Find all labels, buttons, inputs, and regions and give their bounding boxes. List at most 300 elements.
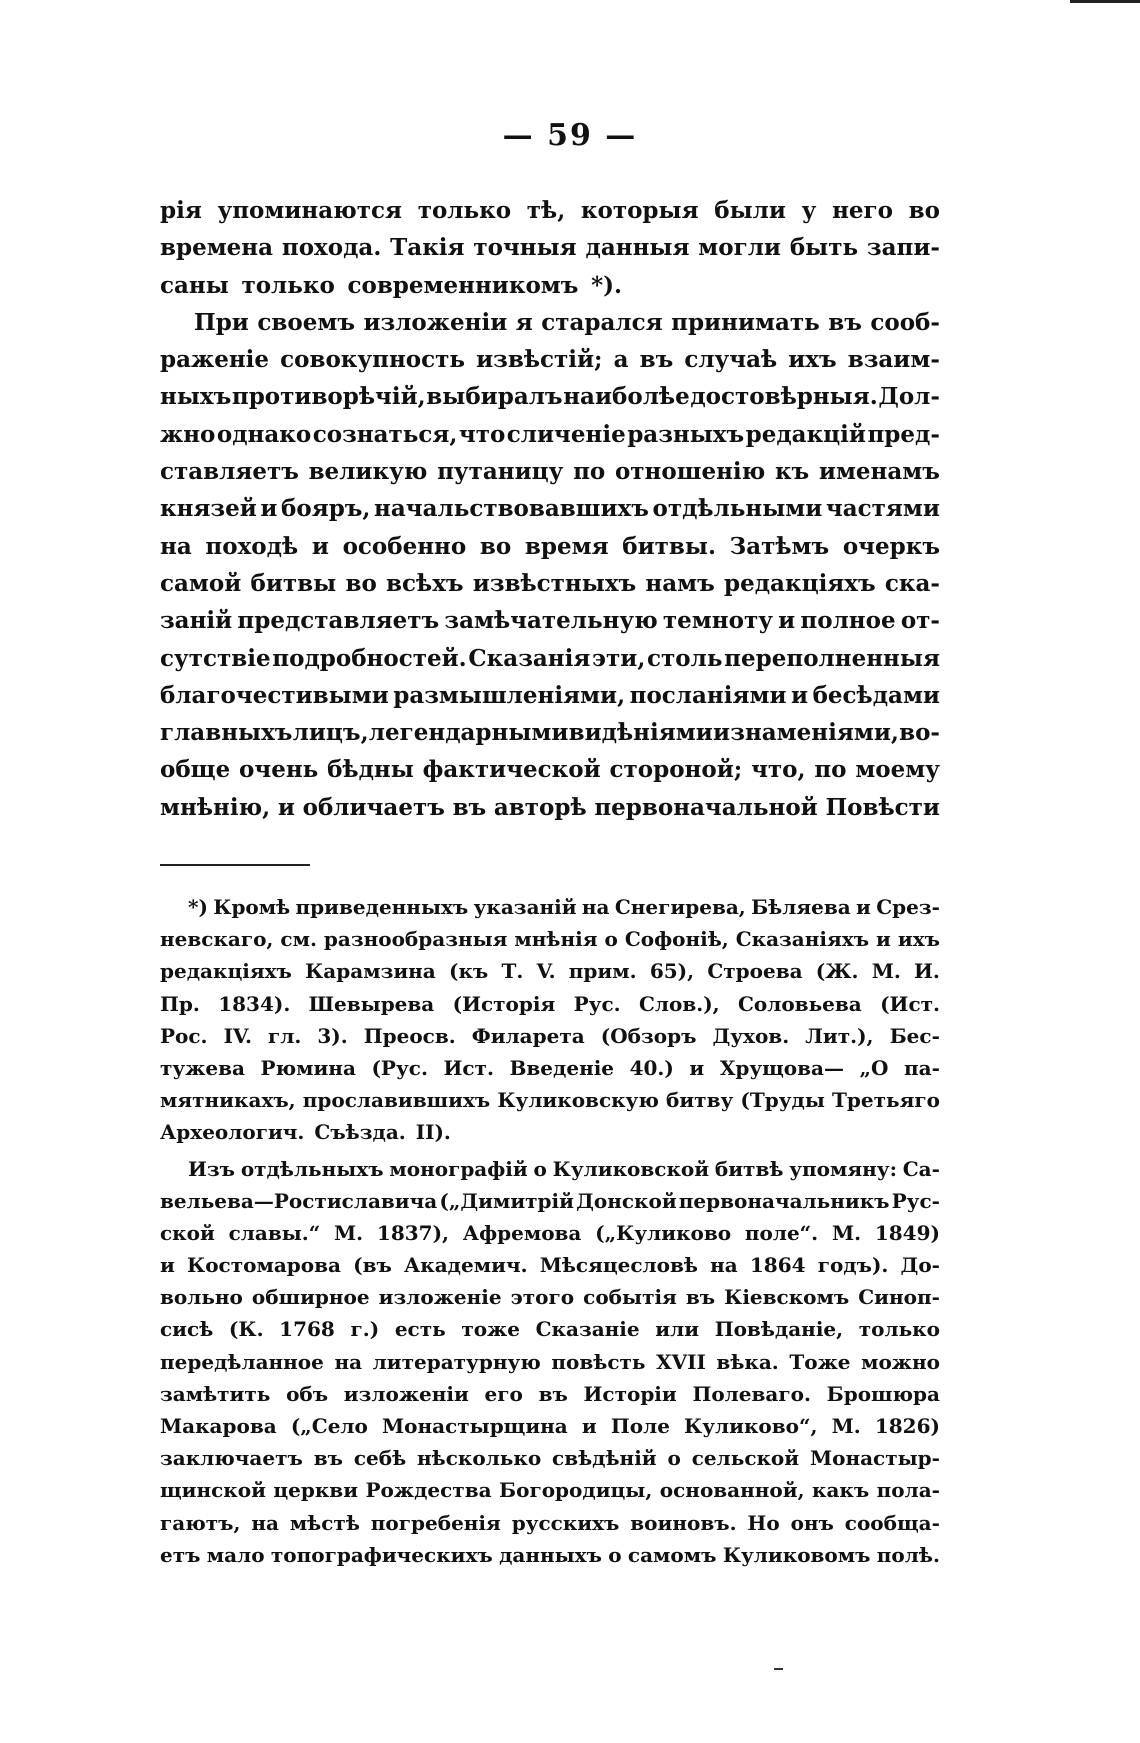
word: До- (900, 1253, 940, 1278)
word: годъ). (817, 1253, 889, 1278)
body-line (160, 490, 940, 527)
footnote-line (160, 955, 940, 987)
word: Куликовской (552, 1156, 710, 1181)
word: Сказаніе (535, 1317, 640, 1342)
word: Сказаніяхъ (735, 927, 870, 952)
word: вѣка. (716, 1349, 779, 1374)
word: знаменіями, (730, 719, 899, 747)
word: церкви (273, 1478, 359, 1503)
word: именамъ (818, 458, 940, 486)
word: полѣ. (876, 1542, 940, 1567)
word: Т. (501, 959, 524, 984)
word: Исторіи (583, 1381, 677, 1406)
word: Мѣсяцесловѣ (539, 1253, 698, 1278)
word: Рюмина (260, 1055, 356, 1080)
footnote-line (160, 1313, 940, 1345)
word: отдѣльными (652, 495, 823, 523)
footnote-line (160, 1442, 940, 1474)
word: можно (861, 1349, 940, 1374)
word: 1834). (218, 991, 291, 1016)
word: Синоп- (858, 1285, 940, 1310)
word: повѣсть (551, 1349, 646, 1374)
word: обще (160, 756, 231, 784)
word: щинской (160, 1478, 266, 1503)
word: фактической (422, 756, 601, 784)
word: и (856, 895, 871, 919)
word: упоминаются (217, 197, 403, 224)
word: старался (541, 308, 663, 336)
word: раженіе (160, 346, 270, 374)
word: главныхъ (160, 719, 293, 747)
word: во- (899, 719, 940, 747)
word: („Димитрій (439, 1188, 574, 1213)
word: самой (160, 569, 242, 597)
word: па- (904, 1055, 940, 1080)
word: темноту (662, 607, 773, 635)
word: только (417, 197, 512, 224)
word: Срез- (876, 895, 940, 919)
word: Кіевскомъ (724, 1285, 850, 1310)
word: Соловьева (737, 991, 862, 1016)
word: по (573, 458, 606, 486)
word: 1768 (279, 1317, 335, 1342)
word: авторѣ (493, 793, 587, 821)
word: себѣ (353, 1446, 407, 1471)
word: начальствовавшихъ (374, 495, 649, 523)
word: Рус- (891, 1188, 940, 1213)
word: легендарными (368, 719, 569, 747)
word: II). (415, 1120, 451, 1145)
word: представляетъ (237, 607, 440, 635)
word: („Село (290, 1414, 368, 1438)
word: (въ (353, 1253, 392, 1278)
word: этого (510, 1285, 575, 1310)
word: Куликово“, (684, 1414, 818, 1438)
word: (Ж. (815, 959, 859, 984)
word: обличаетъ (302, 793, 445, 821)
word: литературную (372, 1349, 541, 1374)
word: заключаетъ (160, 1446, 303, 1471)
word: бесѣдами (812, 681, 940, 709)
word: приведенныхъ (295, 895, 469, 919)
word: гаютъ, (160, 1510, 241, 1535)
word: и (876, 927, 891, 952)
word: Рождества (365, 1478, 492, 1503)
word: (Ист. (880, 991, 940, 1016)
body-line (160, 267, 940, 304)
body-line (160, 304, 940, 341)
word: Бес- (889, 1023, 940, 1048)
word: во (345, 569, 377, 597)
word: указаній (473, 895, 577, 919)
word: походѣ (205, 532, 299, 560)
word: и (311, 532, 329, 560)
word: Введеніе (509, 1055, 615, 1080)
word: и (689, 1055, 705, 1080)
word: Рус. (573, 991, 621, 1016)
word: размышленіями, (393, 681, 626, 709)
word: воиновъ. (630, 1510, 737, 1535)
word: М. (871, 959, 901, 984)
word: заній (160, 607, 233, 635)
word: что, (751, 756, 806, 784)
word: похода. (281, 234, 382, 262)
word: Карамзина (305, 959, 436, 984)
word: пред- (867, 420, 940, 448)
body-line (160, 192, 940, 229)
word: были (714, 197, 786, 224)
word: какъ (812, 1478, 870, 1503)
word: г.) (350, 1317, 380, 1342)
word: рія (160, 197, 202, 224)
word: поле“. (744, 1220, 819, 1245)
footnote-line (160, 1217, 940, 1249)
word: тѣ, (526, 197, 566, 224)
word: М. (334, 1220, 364, 1245)
word: а (613, 346, 629, 374)
word: на (710, 1253, 738, 1278)
body-line (160, 528, 940, 565)
word: невскаго, (160, 927, 274, 952)
word: особенно (342, 532, 467, 560)
footnote-line (160, 1249, 940, 1281)
word: частями (825, 495, 940, 523)
word: V. (536, 959, 556, 984)
word: саны (160, 271, 229, 299)
word: Богородицы, (499, 1478, 653, 1503)
word: однако (216, 420, 312, 448)
word: Бѣляева (751, 895, 851, 919)
footnote-line (160, 1378, 940, 1410)
footnote-line (160, 988, 940, 1020)
word: моему (855, 756, 940, 784)
word: совокупность (280, 346, 466, 374)
word: Изъ (188, 1156, 236, 1181)
word: Са- (902, 1156, 940, 1181)
word: отдѣльныхъ (240, 1156, 384, 1181)
word: ныхъ (160, 383, 232, 411)
word: (Рус. (371, 1055, 428, 1080)
word: намъ (645, 569, 715, 597)
word: битвы. (622, 532, 716, 560)
footnote-line (160, 1346, 940, 1378)
word: о (533, 1156, 547, 1181)
word: ихъ (897, 927, 940, 952)
word: изложеніе (378, 1285, 502, 1310)
word: мнѣнію, (160, 793, 271, 821)
body-line (160, 378, 940, 415)
word: въ (639, 346, 674, 374)
word: ставляетъ (160, 458, 299, 486)
word: есть (394, 1317, 446, 1342)
word: Повѣданіе, (714, 1317, 844, 1342)
word: И. (914, 959, 940, 984)
word: переполненныя (724, 644, 940, 672)
word: Съѣзда. (314, 1120, 406, 1145)
word: мнѣнія (514, 927, 598, 952)
word: сличеніе (506, 420, 626, 448)
word: отношенію (614, 458, 766, 486)
word: самомъ (627, 1542, 717, 1567)
word: времена (160, 234, 274, 262)
word: тужева (160, 1055, 245, 1080)
word: упомяну: (789, 1156, 897, 1181)
word: изложеніи (343, 1381, 469, 1406)
word: см. (280, 927, 317, 952)
word: 1837), (376, 1220, 449, 1245)
word: сельской (691, 1446, 800, 1471)
word: Филарета (471, 1023, 585, 1048)
word: которыя (580, 197, 699, 224)
word: у (801, 197, 817, 224)
word: Лит.), (805, 1023, 874, 1048)
word: Куликовскую (497, 1088, 659, 1113)
word: посланіями (629, 681, 787, 709)
word: Монастыр- (809, 1446, 940, 1471)
word: путаницу (437, 458, 564, 486)
word: нѣсколько (417, 1446, 542, 1471)
word: М. (831, 1414, 861, 1438)
word: погребенія (370, 1510, 501, 1535)
word: полное (800, 607, 896, 635)
word: пола- (876, 1478, 940, 1503)
word: Строева (707, 959, 803, 984)
word: взаим- (847, 346, 940, 374)
word: запи- (866, 234, 940, 262)
word: сооб- (870, 308, 940, 336)
word: Кромѣ (213, 895, 291, 919)
word: на (581, 895, 610, 919)
word: сознаться, (312, 420, 458, 448)
word: разнообразныя (323, 927, 508, 952)
word: Хрущова— (719, 1055, 844, 1080)
word: и (277, 793, 295, 821)
word: 1864 (749, 1253, 806, 1278)
word: (Обзоръ (600, 1023, 697, 1048)
word: замѣчательную (444, 607, 658, 635)
footnote-line (160, 1153, 940, 1185)
body-line (160, 565, 940, 602)
word: Такія (390, 234, 465, 262)
word: разныхъ (627, 420, 745, 448)
word: князей (160, 495, 257, 523)
word: битвы (250, 569, 337, 597)
footnote-line (160, 1410, 940, 1442)
word: данныя (585, 234, 690, 262)
word: время (524, 532, 609, 560)
word: 1826) (874, 1414, 940, 1438)
footnote-line (160, 1539, 940, 1571)
footnote-line (160, 1020, 940, 1052)
word: Снегирева, (614, 895, 746, 919)
word: великую (308, 458, 428, 486)
printer-mark (774, 1668, 783, 1670)
word: Монастырщина (382, 1414, 568, 1438)
word: основанной, (659, 1478, 805, 1503)
word: ской (160, 1220, 215, 1245)
footnote-line (160, 1116, 940, 1148)
word: лицъ, (292, 719, 369, 747)
word: Духов. (712, 1023, 790, 1048)
word: изложеніи (363, 308, 508, 336)
word: сисѣ (160, 1317, 214, 1342)
word: XVII (656, 1349, 706, 1374)
word: только (858, 1317, 940, 1342)
word: сообща- (844, 1510, 940, 1535)
word: „О (859, 1055, 889, 1080)
main-text (160, 192, 940, 826)
word: монографій (389, 1156, 528, 1181)
body-line (160, 714, 940, 751)
word: (Труды (740, 1088, 825, 1113)
word: Тоже (789, 1349, 851, 1374)
word: Полеваго. (692, 1381, 811, 1406)
word: по (814, 756, 847, 784)
word: или (655, 1317, 700, 1342)
word: достовѣрныя. (690, 383, 878, 411)
word: выбиралъ (426, 383, 563, 411)
body-line (160, 677, 940, 714)
word: столь (647, 644, 723, 672)
word: его (484, 1381, 523, 1406)
footnote-line (160, 891, 940, 923)
word: 1849) (874, 1220, 940, 1245)
word: етъ (160, 1542, 201, 1567)
footnote-line (160, 1052, 940, 1084)
word: стороной; (609, 756, 743, 784)
word: Поле (610, 1414, 670, 1438)
word: вольно (160, 1285, 243, 1310)
word: мало (206, 1542, 265, 1567)
word: на (160, 532, 192, 560)
word: Затѣмъ (729, 532, 830, 560)
word: Шевырева (308, 991, 435, 1016)
word: и (713, 719, 731, 747)
word: онъ (790, 1510, 834, 1535)
word: Брошюра (826, 1381, 940, 1406)
footnote-line (160, 1507, 940, 1539)
word: прославившихъ (302, 1088, 491, 1113)
word: о (608, 1542, 622, 1567)
word: Донской (576, 1188, 677, 1213)
page-number: — 59 — (502, 118, 638, 153)
word: (К. (228, 1317, 264, 1342)
word: къ (774, 458, 810, 486)
body-line (160, 229, 940, 266)
word: Рос. (160, 1023, 208, 1048)
word: редакціяхъ (724, 569, 876, 597)
word: и (260, 495, 278, 523)
word: своемъ (257, 308, 355, 336)
word: о (667, 1446, 681, 1471)
word: извѣстій; (476, 346, 603, 374)
word: („Куликово (595, 1220, 732, 1245)
word: на (334, 1349, 363, 1374)
word: М. (831, 1220, 862, 1245)
word: благочестивыми (160, 681, 389, 709)
word: и (160, 1253, 175, 1278)
word: принимать (671, 308, 820, 336)
word: Повѣсти (825, 793, 940, 821)
word: *). (591, 271, 622, 299)
word: ихъ (788, 346, 837, 374)
footnote-line (160, 1281, 940, 1313)
word: случаѣ (684, 346, 778, 374)
word: очеркъ (842, 532, 940, 560)
word: мѣстѣ (289, 1510, 360, 1535)
word: Слов.), (638, 991, 720, 1016)
word: редакціяхъ (160, 959, 292, 984)
word: Но (747, 1510, 780, 1535)
footnote (160, 891, 940, 1571)
word: первоначальникъ (678, 1188, 890, 1213)
footnote-line (160, 1084, 940, 1116)
footnote-line (160, 1474, 940, 1506)
body-line (160, 602, 940, 639)
word: Афремова (462, 1220, 582, 1245)
word: 40.) (629, 1055, 674, 1080)
word: гл. (267, 1023, 302, 1048)
word: очень (239, 756, 319, 784)
word: эти, (592, 644, 646, 672)
word: Куликовомъ (722, 1542, 871, 1567)
word: я (515, 308, 533, 336)
word: него (832, 197, 893, 224)
word: о (604, 927, 618, 952)
word: въ (538, 1381, 568, 1406)
word: Пр. (160, 991, 200, 1016)
word: первоначальной (594, 793, 818, 821)
word: тоже (461, 1317, 520, 1342)
word: бѣдны (327, 756, 414, 784)
word: что (458, 420, 506, 448)
word: данныхъ (499, 1542, 602, 1567)
word: и (778, 607, 796, 635)
word: редакцій (745, 420, 866, 448)
body-line (160, 751, 940, 788)
word: бояръ, (281, 495, 371, 523)
scan-edge-line (1070, 0, 1140, 3)
word: Ист. (443, 1055, 494, 1080)
word: сутствіе (160, 644, 271, 672)
word: замѣтить (160, 1381, 271, 1406)
word: и (791, 681, 809, 709)
word: Сказанія (468, 644, 591, 672)
word: Дол- (878, 383, 940, 411)
word: обширное (251, 1285, 370, 1310)
word: наиболѣе (563, 383, 690, 411)
word: и (581, 1414, 597, 1438)
word: передѣланное (160, 1349, 324, 1374)
word: быть (789, 234, 859, 262)
word: извѣстныхъ (472, 569, 637, 597)
word: Преосв. (363, 1023, 456, 1048)
word: вельева—Ростиславича (160, 1188, 438, 1213)
word: во (908, 197, 940, 224)
word: событія (583, 1285, 677, 1310)
word: въ (452, 793, 487, 821)
word: славы.“ (228, 1220, 321, 1245)
word: IV. (223, 1023, 252, 1048)
body-line (160, 789, 940, 826)
word: битвѣ (714, 1156, 784, 1181)
word: (къ (449, 959, 489, 984)
word: видѣніями (568, 719, 713, 747)
word: свѣдѣній (552, 1446, 657, 1471)
word: Макарова (160, 1414, 277, 1438)
word: точныя (473, 234, 577, 262)
word: Софоніѣ, (624, 927, 729, 952)
